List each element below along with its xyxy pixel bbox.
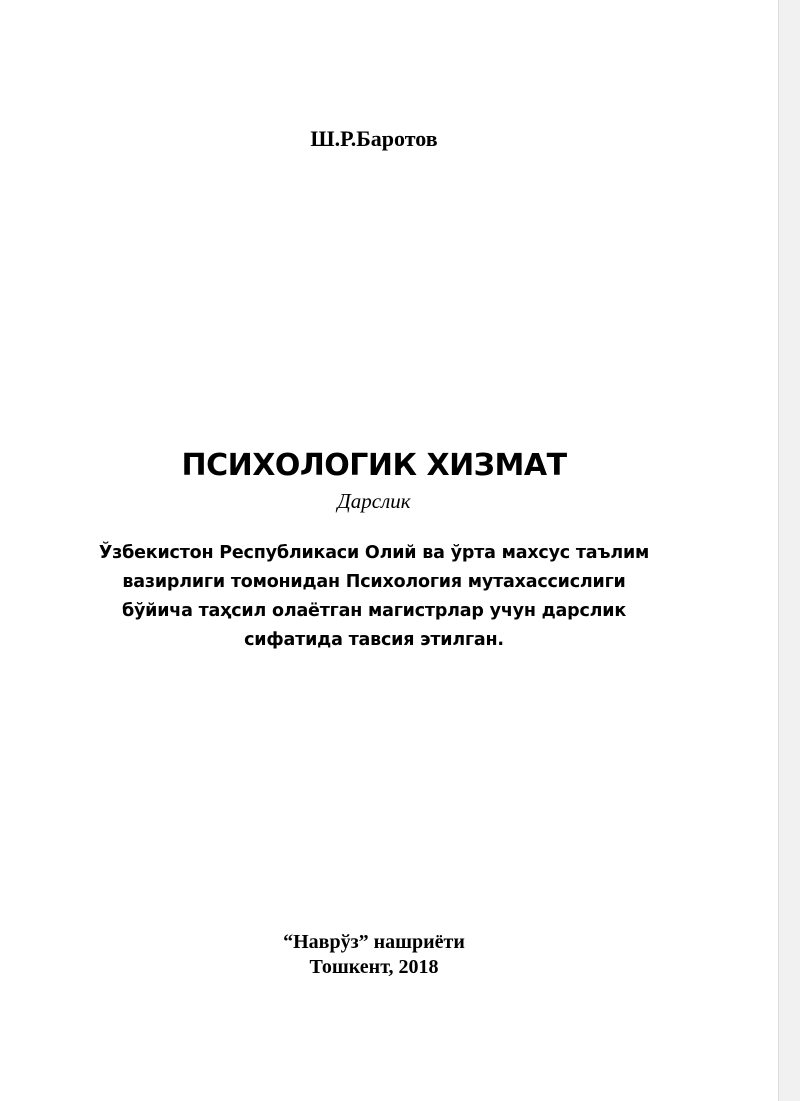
- book-subtitle: Дарслик: [337, 489, 411, 513]
- recommendation-text: [40, 539, 708, 655]
- recommendation-line: Ўзбекистон Республикаси Олий ва ўрта махсус таълим: [98, 543, 650, 563]
- publisher-name: “Наврўз” нашриёти: [283, 931, 465, 953]
- publisher-block: [0, 930, 748, 980]
- recommendation-line: бўйича таҳсил олаётган магистрлар учун дарслик: [121, 601, 627, 621]
- viewer-page-edge: [778, 0, 800, 1101]
- recommendation-line: сифатида тавсия этилган.: [244, 630, 504, 650]
- book-title: ПСИХОЛОГИК ХИЗМАТ: [181, 448, 567, 483]
- author-name: Ш.Р.Баротов: [310, 126, 438, 151]
- publication-place-year: Тошкент, 2018: [309, 956, 439, 978]
- recommendation-line: вазирлиги томонидан Психология мутахассислиги: [122, 572, 626, 592]
